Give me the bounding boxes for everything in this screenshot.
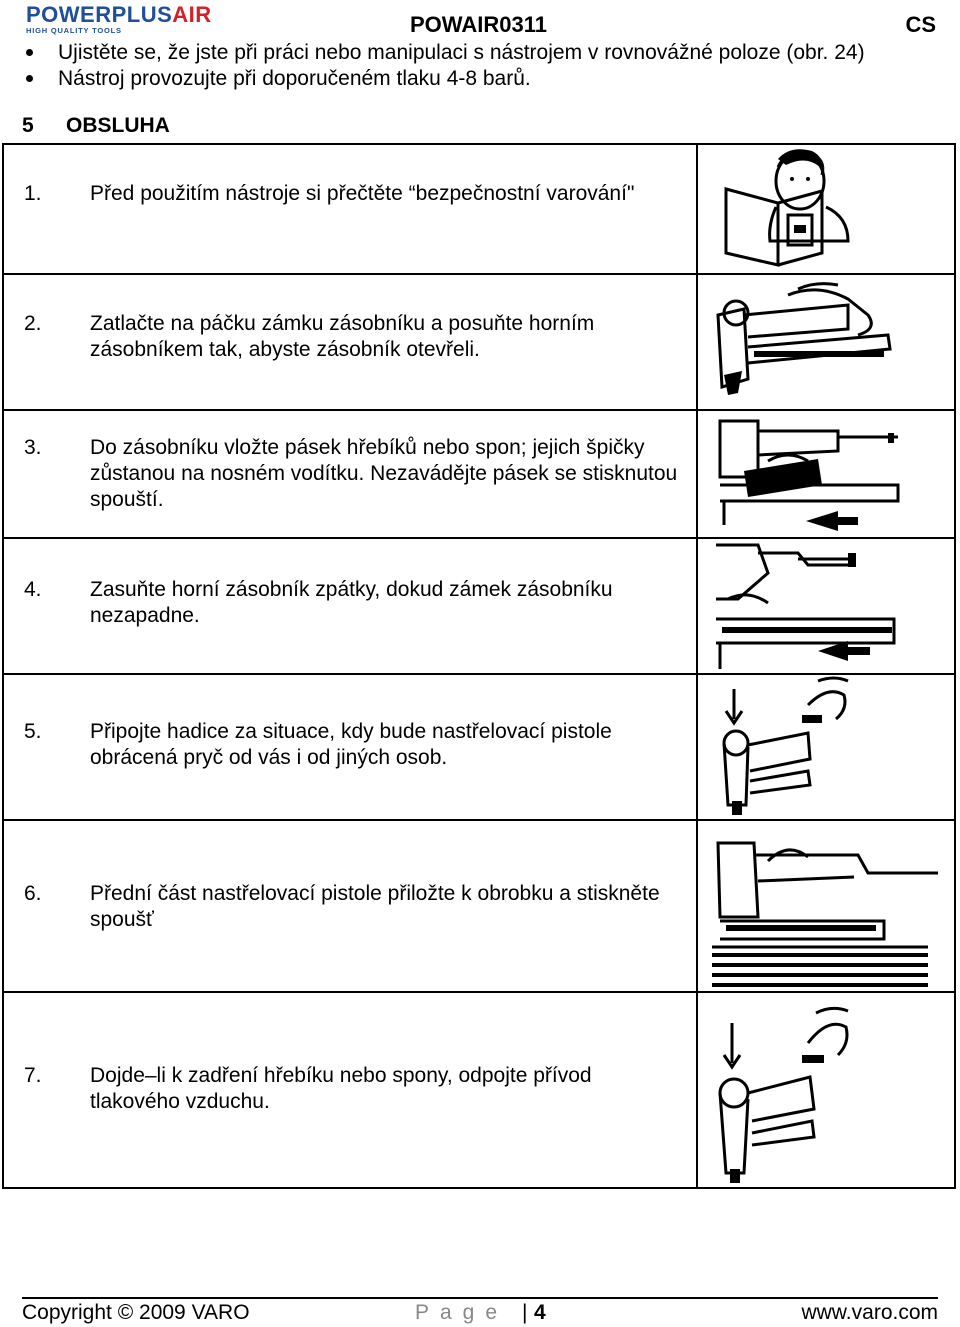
bullet-item (22, 40, 942, 66)
open-magazine-icon (698, 275, 956, 409)
step-description: Přední část nastřelovací pistole přiložte k obrobku a stiskněte spoušť (90, 882, 660, 931)
step-description: Před použitím nástroje si přečtěte “bezpečnostní varování" (90, 182, 635, 205)
fire-nailer-icon (698, 821, 956, 991)
step-text (24, 881, 680, 933)
step-row (3, 674, 955, 820)
step-number: 6. (24, 882, 42, 905)
section-title: OBSLUHA (66, 114, 170, 137)
step-row (3, 144, 955, 274)
step-text (24, 311, 680, 363)
load-nails-icon (698, 411, 956, 537)
step-number: 4. (24, 578, 42, 601)
step-row (3, 410, 955, 538)
step-description: Zatlačte na páčku zámku zásobníku a posuňte horním zásobníkem tak, abyste zásobník otevřeli. (90, 312, 595, 361)
step-number: 3. (24, 436, 42, 459)
page-label: Page (415, 1301, 509, 1324)
step-description: Dojde–li k zadření hřebíku nebo spony, odpojte přívod tlakového vzduchu. (90, 1064, 592, 1113)
step-description: Do zásobníku vložte pásek hřebíků nebo spon; jejich špičky zůstanou na nosném vodítku. Nezavádějte pásek se stisknutou spouští. (90, 436, 678, 511)
safety-bullets (22, 40, 942, 92)
logo-text-air: AIR (172, 2, 212, 27)
step-row (3, 538, 955, 674)
footer-divider (22, 1297, 938, 1299)
language-code: CS (905, 12, 936, 37)
step-number: 5. (24, 720, 42, 743)
step-text (24, 1063, 680, 1115)
bullet-dot-icon (26, 75, 33, 82)
step-row (3, 992, 955, 1188)
page-separator: | (522, 1301, 528, 1324)
connect-hose-icon (698, 675, 956, 819)
step-description: Zasuňte horní zásobník zpátky, dokud zámek zásobníku nezapadne. (90, 578, 613, 627)
bullet-text: Nástroj provozujte při doporučeném tlaku 4-8 barů. (58, 67, 531, 90)
page-footer (22, 1297, 938, 1327)
disconnect-air-icon (698, 993, 956, 1187)
step-text (24, 181, 680, 207)
bullet-text: Ujistěte se, že jste při práci nebo manipulaci s nástrojem v rovnovážné poloze (obr. 24) (58, 41, 865, 64)
step-row (3, 274, 955, 410)
logo-tagline: HIGH QUALITY TOOLS (26, 26, 122, 35)
step-number: 2. (24, 312, 42, 335)
copyright-notice: Copyright © 2009 VARO (22, 1301, 250, 1324)
bullet-dot-icon (26, 49, 33, 56)
person-reading-manual-icon (698, 145, 956, 273)
step-description: Připojte hadice za situace, kdy bude nastřelovací pistole obrácená pryč od vás i od jiných osob. (90, 720, 612, 769)
website-link[interactable]: www.varo.com (801, 1301, 938, 1324)
bullet-item (22, 66, 942, 92)
page-header (0, 0, 960, 40)
step-row (3, 820, 955, 992)
close-magazine-icon (698, 539, 956, 673)
section-heading (22, 114, 170, 138)
step-number: 1. (24, 182, 42, 205)
step-text (24, 435, 680, 513)
logo-text-powerplus: POWERPLUS (26, 2, 173, 27)
step-text (24, 719, 680, 771)
model-number: POWAIR0311 (410, 12, 547, 37)
powerplus-air-logo (26, 4, 212, 35)
operation-steps-table (2, 143, 956, 1189)
page-number: 4 (534, 1301, 546, 1324)
section-number: 5 (22, 114, 34, 137)
step-text (24, 577, 680, 629)
step-number: 7. (24, 1064, 42, 1087)
